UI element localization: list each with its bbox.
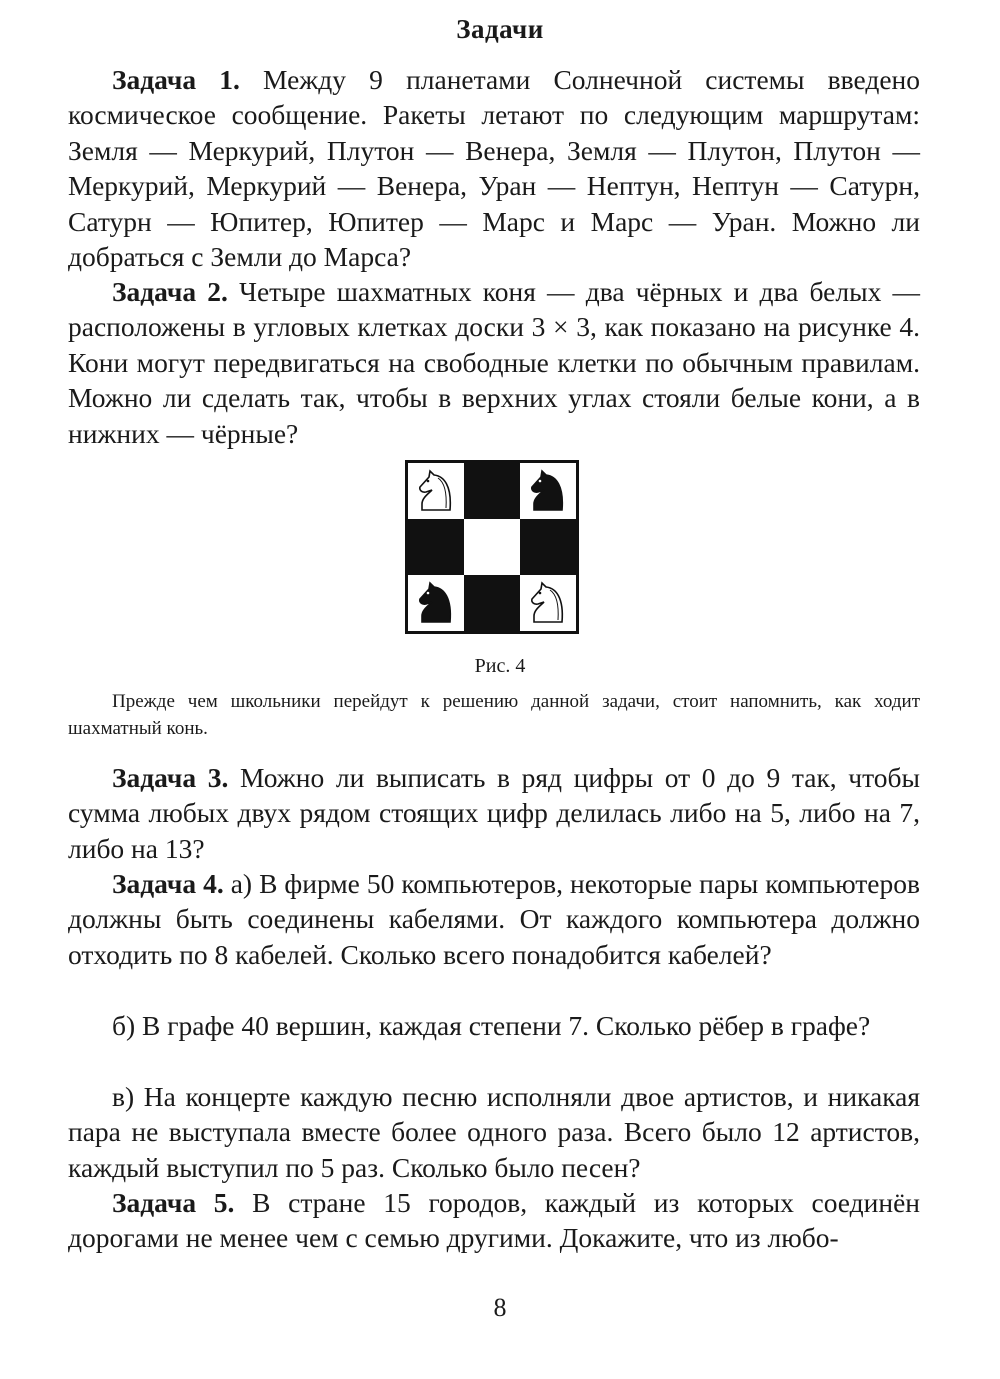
problem-3-text: Можно ли выписать в ряд цифры от 0 до 9 так, чтобы сумма любых двух рядом стоящих цифр делилась либо на 5, либо на 7, либо на 13? [68, 762, 921, 864]
problem-4a-text: а) В фирме 50 компьютеров, некоторые пары компьютеров должны быть соединены кабелями. От каждого компьютера должно отходить по 8 кабелей. Сколько всего понадобится кабелей? [68, 868, 920, 970]
figure-caption: Рис. 4 [474, 655, 526, 677]
problem-3 [68, 760, 920, 866]
white-knight-icon [414, 468, 458, 514]
problem-1 [68, 62, 920, 274]
black-knight-icon [414, 580, 458, 626]
problem-4c [68, 1079, 920, 1185]
page-number: 8 [493, 1293, 507, 1322]
problem-5-text: В стране 15 городов, каждый из которых соединён дорогами не менее чем с семью другими. Докажите, что из любо- [68, 1187, 920, 1254]
problem-4b [68, 1008, 920, 1043]
board-cell-b1 [464, 575, 520, 631]
problem-2 [68, 274, 920, 451]
black-knight-icon [526, 468, 570, 514]
problem-5-label: Задача 5. [112, 1187, 235, 1218]
problem-3-label: Задача 3. [112, 762, 229, 793]
teacher-note [68, 688, 920, 742]
board-cell-b3 [464, 463, 520, 519]
chess-board-figure [405, 460, 579, 634]
problem-2-label: Задача 2. [112, 276, 228, 307]
problem-4-label: Задача 4. [112, 868, 224, 899]
board-cell-c2 [520, 519, 576, 575]
problem-1-text: Между 9 планетами Солнечной системы введено космическое сообщение. Ракеты летают по следующим маршрутам: Земля — Меркурий, Плутон — Венера, Земля — Плутон, Плутон — Меркурий, Меркурий — Венера, Уран — Нептун, Нептун — Сатурн, Сатурн — Юпитер, Юпитер — Марс и Марс — Уран. Можно ли добраться с Земли до Марса? [68, 64, 920, 273]
problem-4c-text: в) На концерте каждую песню исполняли двое артистов, и никакая пара не выступала вместе более одного раза. Всего было 12 артистов, каждый выступил по 5 раз. Сколько было песен? [68, 1081, 920, 1183]
problem-2-text: Четыре шахматных коня — два чёрных и два белых — расположены в угловых клетках доски 3 × 3, как показано на рисунке 4. Кони могут передвигаться на свободные клетки по обычным правилам. Можно ли сделать так, чтобы в верхних углах стояли белые кони, а в нижних — чёрные? [68, 276, 921, 449]
problem-5 [68, 1185, 920, 1256]
board-cell-b2 [464, 519, 520, 575]
problem-1-label: Задача 1. [112, 64, 240, 95]
problem-4b-text: б) В графе 40 вершин, каждая степени 7. Сколько рёбер в графе? [112, 1010, 871, 1041]
board-cell-c3 [520, 463, 576, 519]
board-cell-a1 [408, 575, 464, 631]
board-cell-a2 [408, 519, 464, 575]
section-heading: Задачи [456, 14, 544, 44]
teacher-note-text: Прежде чем школьники перейдут к решению данной задачи, стоит напомнить, как ходит шахматный конь. [68, 691, 920, 739]
board-cell-c1 [520, 575, 576, 631]
board-cell-a3 [408, 463, 464, 519]
white-knight-icon [526, 580, 570, 626]
problem-4a [68, 866, 920, 972]
